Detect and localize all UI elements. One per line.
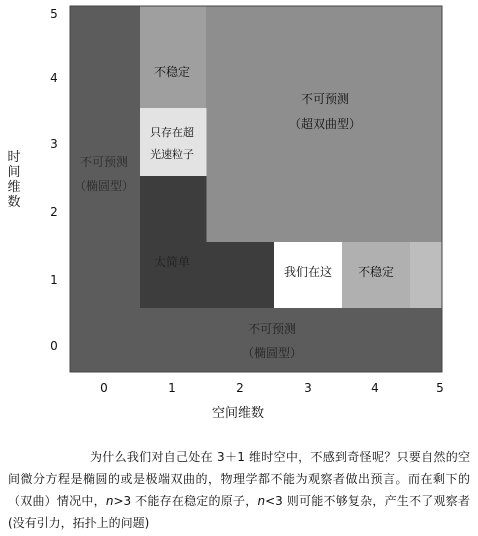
region-label-too-simple: 太简单 — [153, 255, 191, 269]
region-label-tachyon: 只存在超 — [150, 126, 194, 139]
y-tick-3: 3 — [50, 137, 58, 151]
cell-hyperbolic — [342, 176, 411, 243]
x-tick-2: 2 — [236, 381, 244, 395]
y-tick-0: 0 — [50, 339, 58, 353]
cell-hyperbolic — [274, 176, 343, 243]
y-axis-label: 时间维数 — [7, 150, 21, 210]
cell-hyperbolic — [206, 42, 275, 109]
region-label-elliptic-bottom: 不可预测 — [247, 322, 297, 336]
region-label-elliptic-left: 不可预测 — [79, 155, 129, 169]
y-tick-1: 1 — [50, 273, 58, 287]
caption-text-1: 为什么我们对自己处在 3＋1 维时空中，不感到奇怪呢？只要自然的空间微分方程是椭圆的或是极端双曲的，物理学都不能为观察者做出预言。而在剩下的（双曲）情况中， — [8, 450, 470, 508]
caption-text-2: >3 不能存在稳定的原子， — [113, 494, 258, 508]
cell-too-simple — [206, 242, 275, 309]
cell-hyperbolic — [410, 108, 443, 177]
cell-hyperbolic — [274, 6, 343, 43]
region-label-hyperbolic: 不可预测 — [300, 92, 350, 106]
y-tick-labels — [50, 7, 58, 353]
cell-tachyon — [140, 108, 207, 177]
figure-caption — [8, 446, 470, 534]
cell-elliptic-bottom — [140, 308, 207, 373]
caption-text-3: <3 则可能不够复杂，产生不了观察者(没有引力，拓扑上的问题) — [8, 494, 470, 530]
region-label-unstable-top: 不稳定 — [153, 65, 191, 79]
cell-elliptic-left — [70, 6, 141, 43]
cell-hyperbolic — [342, 42, 411, 109]
caption-n-1: n — [105, 494, 114, 508]
region-label-unstable-right: 不稳定 — [357, 265, 395, 279]
region-label-us: 我们在这 — [283, 265, 333, 279]
cell-elliptic-bottom — [342, 308, 411, 373]
cell-hyperbolic — [410, 176, 443, 243]
cell-elliptic-bottom — [274, 308, 343, 373]
cell-unstable-right-edge — [410, 242, 443, 309]
cell-elliptic-bottom — [206, 308, 275, 373]
y-tick-4: 4 — [50, 71, 58, 85]
cell-elliptic-bottom — [70, 308, 141, 373]
region-label-elliptic-bottom-sub: （椭圆型） — [241, 346, 303, 360]
cell-hyperbolic — [410, 6, 443, 43]
cell-too-simple — [140, 242, 207, 309]
x-tick-5: 5 — [436, 381, 444, 395]
x-axis-label: 空间维数 — [212, 406, 265, 421]
cell-hyperbolic — [410, 42, 443, 109]
region-label-tachyon-sub: 光速粒子 — [150, 148, 194, 161]
cell-unstable-top — [140, 6, 207, 43]
x-tick-4: 4 — [371, 381, 379, 395]
region-label-elliptic-left-sub: （椭圆型） — [73, 179, 135, 193]
cell-too-simple — [140, 176, 207, 243]
cell-hyperbolic — [206, 108, 275, 177]
x-tick-0: 0 — [100, 381, 108, 395]
cell-hyperbolic — [206, 176, 275, 243]
cell-elliptic-bottom — [410, 308, 443, 373]
x-tick-1: 1 — [168, 381, 176, 395]
x-tick-labels — [100, 381, 444, 395]
y-tick-5: 5 — [50, 7, 58, 21]
cell-hyperbolic — [342, 6, 411, 43]
y-tick-2: 2 — [50, 205, 58, 219]
caption-n-2: n — [257, 494, 266, 508]
region-label-hyperbolic-sub: （超双曲型） — [288, 117, 362, 131]
cell-hyperbolic — [206, 6, 275, 43]
cell-elliptic-left — [70, 242, 141, 309]
cell-elliptic-left — [70, 42, 141, 109]
x-tick-3: 3 — [304, 381, 312, 395]
